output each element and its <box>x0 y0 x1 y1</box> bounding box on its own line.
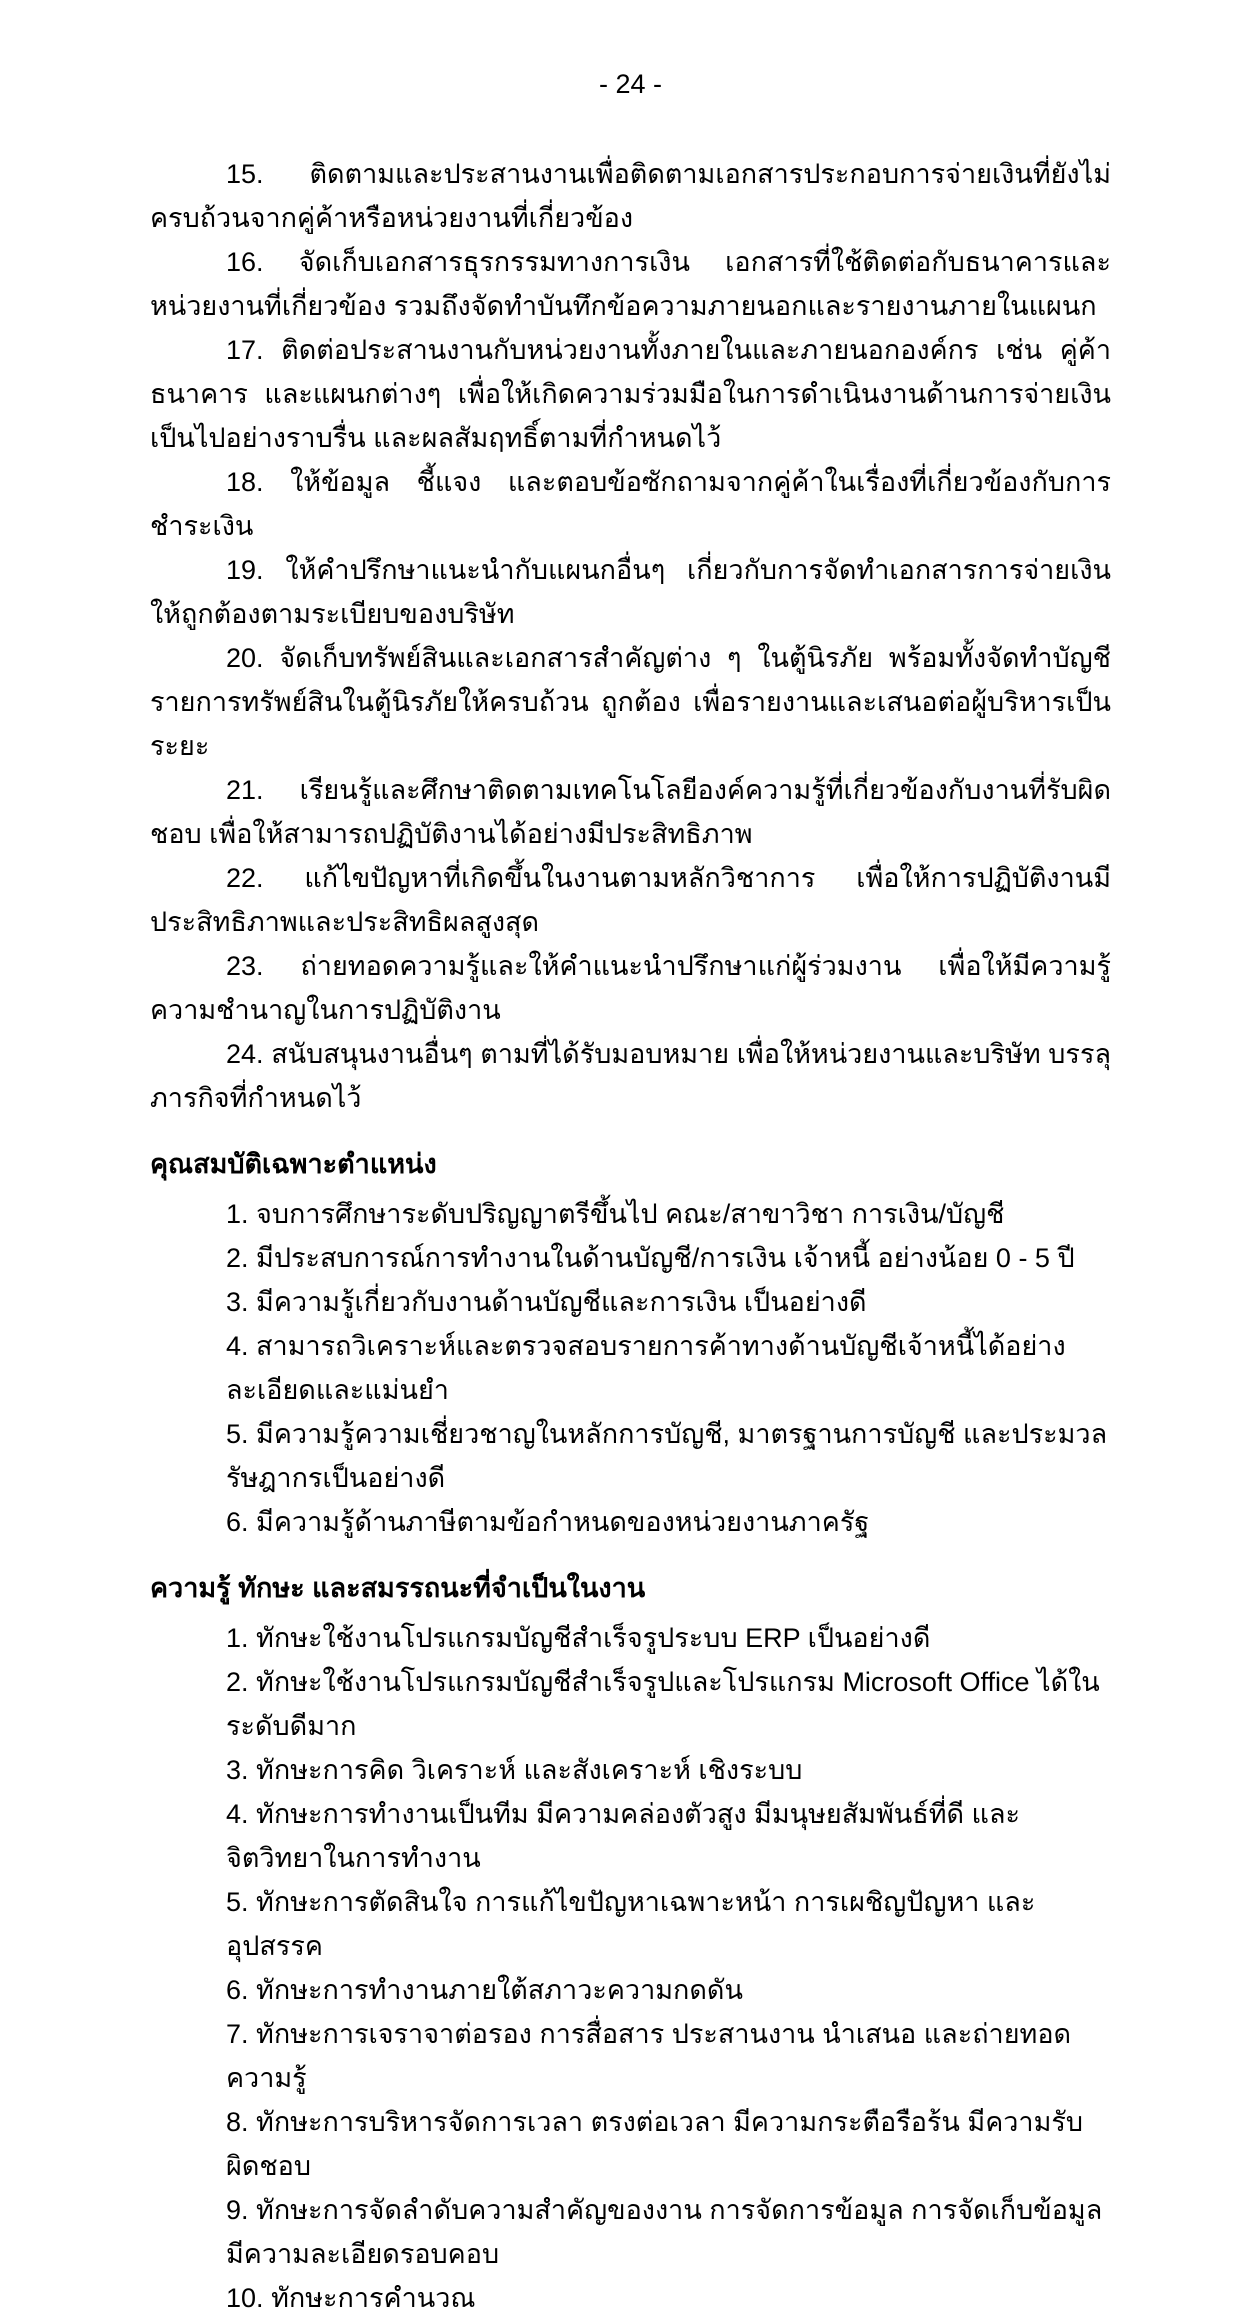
skill-item <box>150 1748 1111 1792</box>
skill-item <box>150 1616 1111 1660</box>
duty-item <box>150 944 1111 1032</box>
qualification-item-text: มีความรู้เกี่ยวกับงานด้านบัญชีและการเงิน เป็นอย่างดี <box>256 1287 867 1317</box>
duty-item <box>150 1032 1111 1120</box>
qualification-item-number: 2. <box>226 1243 249 1273</box>
duty-item-text: สนับสนุนงานอื่นๆ ตามที่ได้รับมอบหมาย เพื่อให้หน่วยงานและบริษัท บรรลุภารกิจที่กำหนดไว้ <box>150 1039 1111 1113</box>
skill-item-number: 4. <box>226 1799 249 1829</box>
qualification-item <box>150 1236 1111 1280</box>
skill-item-number: 6. <box>226 1975 249 2005</box>
skill-item <box>150 1880 1111 1968</box>
duty-item <box>150 636 1111 768</box>
duty-item-number: 15. <box>226 159 264 189</box>
qualification-item-number: 6. <box>226 1507 249 1537</box>
duty-item-text: จัดเก็บเอกสารธุรกรรมทางการเงิน เอกสารที่ใช้ติดต่อกับธนาคารและหน่วยงานที่เกี่ยวข้อง รวมถึงจัดทำบันทึกข้อความภายนอกและรายงานภายในแผนก <box>150 247 1111 321</box>
duty-item-text: ให้ข้อมูล ชี้แจง และตอบข้อซักถามจากคู่ค้าในเรื่องที่เกี่ยวข้องกับการชำระเงิน <box>150 467 1111 541</box>
skills-heading: ความรู้ ทักษะ และสมรรถนะที่จำเป็นในงาน <box>150 1573 646 1603</box>
duty-item-text: ให้คำปรึกษาแนะนำกับแผนกอื่นๆ เกี่ยวกับการจัดทำเอกสารการจ่ายเงินให้ถูกต้องตามระเบียบของบริษัท <box>150 555 1111 629</box>
skill-item-number: 1. <box>226 1623 249 1653</box>
duty-item-number: 18. <box>226 467 264 497</box>
skill-item <box>150 1968 1111 2012</box>
qualification-item-text: มีความรู้ความเชี่ยวชาญในหลักการบัญชี, มาตรฐานการบัญชี และประมวลรัษฎากรเป็นอย่างดี <box>226 1419 1108 1493</box>
qualifications-heading: คุณสมบัติเฉพาะตำแหน่ง <box>150 1149 437 1179</box>
skill-item-text: ทักษะการจัดลำดับความสำคัญของงาน การจัดการข้อมูล การจัดเก็บข้อมูล มีความละเอียดรอบคอบ <box>226 2195 1103 2269</box>
duty-item <box>150 548 1111 636</box>
duty-item <box>150 856 1111 944</box>
duty-item <box>150 768 1111 856</box>
skills-list <box>150 1616 1111 2320</box>
qualification-item-number: 4. <box>226 1331 249 1361</box>
qualification-item <box>150 1280 1111 1324</box>
skill-item-number: 5. <box>226 1887 249 1917</box>
duty-item-text: ติดตามและประสานงานเพื่อติดตามเอกสารประกอบการจ่ายเงินที่ยังไม่ครบถ้วนจากคู่ค้าหรือหน่วยงานที่เกี่ยวข้อง <box>150 159 1111 233</box>
duties-list <box>150 152 1111 1120</box>
skill-item-number: 7. <box>226 2019 249 2049</box>
qualification-item-number: 3. <box>226 1287 249 1317</box>
duty-item-number: 22. <box>226 863 264 893</box>
skill-item-text: ทักษะใช้งานโปรแกรมบัญชีสำเร็จรูประบบ ERP เป็นอย่างดี <box>256 1623 931 1653</box>
skill-item-number: 2. <box>226 1667 249 1697</box>
duty-item-number: 19. <box>226 555 264 585</box>
duty-item <box>150 240 1111 328</box>
skill-item-text: ทักษะการทำงานภายใต้สภาวะความกดดัน <box>256 1975 743 2005</box>
skill-item <box>150 1660 1111 1748</box>
duty-item-number: 16. <box>226 247 264 277</box>
duty-item <box>150 328 1111 460</box>
qualification-item <box>150 1412 1111 1500</box>
qualification-item <box>150 1500 1111 1544</box>
skill-item-text: ทักษะการคำนวณ <box>271 2283 476 2313</box>
skill-item-number: 10. <box>226 2283 264 2313</box>
skill-item-number: 8. <box>226 2107 249 2137</box>
duty-item <box>150 460 1111 548</box>
duty-item-text: จัดเก็บทรัพย์สินและเอกสารสำคัญต่าง ๆ ในตู้นิรภัย พร้อมทั้งจัดทำบัญชีรายการทรัพย์สินในตู้นิรภัยให้ครบถ้วน ถูกต้อง เพื่อรายงานและเสนอต่อผู้บริหารเป็นระยะ <box>150 643 1111 761</box>
qualification-item-text: จบการศึกษาระดับปริญญาตรีขึ้นไป คณะ/สาขาวิชา การเงิน/บัญชี <box>256 1199 1005 1229</box>
skill-item-text: ทักษะการทำงานเป็นทีม มีความคล่องตัวสูง มีมนุษยสัมพันธ์ที่ดี และจิตวิทยาในการทำงาน <box>226 1799 1020 1873</box>
skill-item-text: ทักษะการบริหารจัดการเวลา ตรงต่อเวลา มีความกระตือรือร้น มีความรับผิดชอบ <box>226 2107 1084 2181</box>
duty-item-text: ถ่ายทอดความรู้และให้คำแนะนำปรึกษาแก่ผู้ร่วมงาน เพื่อให้มีความรู้ความชำนาญในการปฏิบัติงาน <box>150 951 1111 1025</box>
qualification-item-number: 5. <box>226 1419 249 1449</box>
skill-item <box>150 2100 1111 2188</box>
duty-item-number: 20. <box>226 643 264 673</box>
skill-item <box>150 2188 1111 2276</box>
duty-item-number: 23. <box>226 951 264 981</box>
qualification-item <box>150 1324 1111 1412</box>
duty-item-text: ติดต่อประสานงานกับหน่วยงานทั้งภายในและภายนอกองค์กร เช่น คู่ค้า ธนาคาร และแผนกต่างๆ เพื่อให้เกิดความร่วมมือในการดำเนินงานด้านการจ่ายเงินเป็นไปอย่างราบรื่น และผลสัมฤทธิ์ตามที่กำหนดไว้ <box>150 335 1111 453</box>
qualifications-list <box>150 1192 1111 1544</box>
skill-item-text: ทักษะการเจราจาต่อรอง การสื่อสาร ประสานงาน นำเสนอ และถ่ายทอดความรู้ <box>226 2019 1072 2093</box>
skill-item-number: 3. <box>226 1755 249 1785</box>
skill-item-number: 9. <box>226 2195 249 2225</box>
page-number: - 24 - <box>598 69 663 99</box>
qualification-item <box>150 1192 1111 1236</box>
qualification-item-text: มีประสบการณ์การทำงานในด้านบัญชี/การเงิน เจ้าหนี้ อย่างน้อย 0 - 5 ปี <box>256 1243 1075 1273</box>
duty-item <box>150 152 1111 240</box>
skill-item <box>150 2012 1111 2100</box>
skill-item-text: ทักษะการตัดสินใจ การแก้ไขปัญหาเฉพาะหน้า การเผชิญปัญหา และอุปสรรค <box>226 1887 1036 1961</box>
skill-item <box>150 1792 1111 1880</box>
duty-item-number: 21. <box>226 775 264 805</box>
duty-item-text: แก้ไขปัญหาที่เกิดขึ้นในงานตามหลักวิชาการ เพื่อให้การปฏิบัติงานมีประสิทธิภาพและประสิทธิผลสูงสุด <box>150 863 1111 937</box>
skill-item <box>150 2276 1111 2320</box>
duty-item-number: 24. <box>226 1039 264 1069</box>
skill-item-text: ทักษะใช้งานโปรแกรมบัญชีสำเร็จรูปและโปรแกรม Microsoft Office ได้ในระดับดีมาก <box>226 1667 1100 1741</box>
duty-item-number: 17. <box>226 335 264 365</box>
qualification-item-text: สามารถวิเคราะห์และตรวจสอบรายการค้าทางด้านบัญชีเจ้าหนี้ได้อย่างละเอียดและแม่นยำ <box>226 1331 1066 1405</box>
duty-item-text: เรียนรู้และศึกษาติดตามเทคโนโลยีองค์ความรู้ที่เกี่ยวข้องกับงานที่รับผิดชอบ เพื่อให้สามารถปฏิบัติงานได้อย่างมีประสิทธิภาพ <box>150 775 1111 849</box>
qualification-item-number: 1. <box>226 1199 249 1229</box>
qualification-item-text: มีความรู้ด้านภาษีตามข้อกำหนดของหน่วยงานภาครัฐ <box>256 1507 870 1537</box>
skill-item-text: ทักษะการคิด วิเคราะห์ และสังเคราะห์ เชิงระบบ <box>256 1755 803 1785</box>
